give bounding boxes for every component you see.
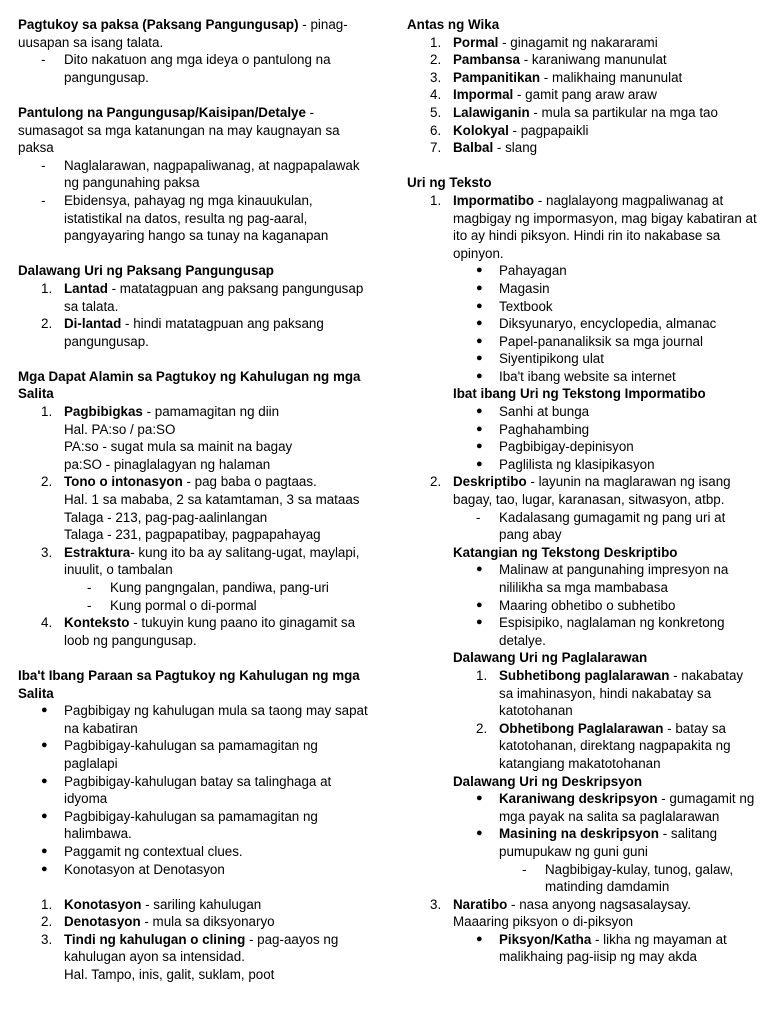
dash-item: - Naglalarawan, nagpapaliwanag, at nagpapalawak ng pangunahing paksa — [41, 157, 360, 191]
bullet-item: ● Diksyunaryo, encyclopedia, almanac — [476, 316, 717, 332]
dash-item: - Kadalasang gumagamit ng pang uri at pang abay — [476, 509, 726, 543]
left-column — [18, 16, 374, 1001]
numbered-item: 3. Tindi ng kahulugan o clining - pag-aayos ng kahulugan ayon sa intensidad. — [41, 931, 339, 965]
numbered-item: 3. Estraktura- kung ito ba ay salitang-ugat, maylapi, inuulit, o tambalan — [41, 544, 360, 578]
section-konotasyon — [18, 896, 374, 984]
bullet-item: ● Paggamit ng contextual clues. — [41, 843, 243, 859]
continuation-line: Maaaring piksyon o di-piksyon — [453, 914, 634, 930]
dash-item: - Kung pormal o di-pormal — [87, 597, 257, 613]
numbered-item: 1. Lantad - matatagpuan ang paksang pangungusap sa talata. — [41, 280, 364, 314]
numbered-item: 2. Di-lantad - hindi matatagpuan ang paksang pangungusap. — [41, 316, 324, 349]
bullet-item: ● Pahayagan — [476, 263, 567, 279]
dash-item: - Ebidensya, pahayag ng mga kinauukulan, istatistikal na datos, resulta ng pag-aaral, pangyayaring hango sa tunay na kaganapan — [41, 192, 329, 244]
numbered-item: 1. Impormatibo - naglalayong magpaliwanag at magbigay ng impormasyon, mag bigay kabatiran at ito ay hindi piksyon. Hindi rin ito nakabase sa opinyon. — [430, 192, 757, 261]
sub-heading: Dalawang Uri ng Paglalarawan — [453, 650, 648, 666]
bullet-item: ● Paglilista ng klasipikasyon — [476, 456, 655, 472]
example-line: Hal. 1 sa mababa, 2 sa katamtaman, 3 sa mataas — [64, 492, 360, 508]
bullet-item: ● Pagbibigay ng kahulugan mula sa taong may sapat na kabatiran — [41, 703, 368, 736]
section-pagtukoy-paksa — [18, 16, 374, 86]
numbered-item: 2. Deskriptibo - layunin na maglarawan ng isang bagay, tao, lugar, karanasan, sitwasyon, atbp. — [430, 474, 731, 508]
bullet-item: ● Pagbibigay-kahulugan batay sa talinghaga at idyoma — [41, 773, 332, 807]
dash-item: - Kung pangngalan, pandiwa, pang-uri — [87, 580, 329, 595]
numbered-item: 2. Pambansa - karaniwang manunulat — [430, 52, 667, 68]
section-pantulong — [18, 104, 374, 245]
section-ibat-ibang-paraan — [18, 667, 374, 878]
bullet-item: ● Konotasyon at Denotasyon — [41, 861, 225, 877]
bullet-item: ● Maaring obhetibo o subhetibo — [476, 597, 676, 613]
bullet-item: ● Karaniwang deskripsyon - gumagamit ng mga payak na salita sa paglalarawan — [476, 791, 755, 824]
section-heading: Uri ng Teksto — [407, 175, 492, 191]
bullet-item: ● Piksyon/Katha - likha ng mayaman at malikhaing pag-iisip ng may akda — [476, 931, 727, 965]
numbered-item: 4. Konteksto - tukuyin kung paano ito ginagamit sa loob ng pangungusap. — [41, 615, 356, 648]
bullet-item: ● Siyentipikong ulat — [476, 351, 604, 367]
numbered-item: 7. Balbal - slang — [430, 140, 538, 156]
bullet-item: ● Pagbibigay-kahulugan sa pamamagitan ng paglalapi — [41, 738, 318, 771]
bullet-item: ● Sanhi at bunga — [476, 404, 590, 420]
numbered-item: 2. Tono o intonasyon - pag baba o pagtaas. — [41, 474, 317, 490]
numbered-item: 1. Pormal - ginagamit ng nakararami — [430, 34, 658, 50]
paragraph: Pantulong na Pangungusap/Kaisipan/Detalye - sumasagot sa mga katanungan na may kaugnayan sa paksa — [18, 104, 340, 156]
numbered-item: 1. Subhetibong paglalarawan - nakabatay sa imahinasyon, hindi nakabatay sa katotohanan — [476, 667, 744, 719]
numbered-item: 6. Kolokyal - pagpapaikli — [430, 122, 589, 138]
numbered-item: 1. Konotasyon - sariling kahulugan — [41, 896, 262, 912]
sub-heading: Dalawang Uri ng Deskripsyon — [453, 773, 643, 789]
numbered-item: 2. Denotasyon - mula sa diksyonaryo — [41, 914, 275, 930]
numbered-item: 3. Pampanitikan - malikhaing manunulat — [430, 69, 683, 85]
bullet-item: ● Espisipiko, naglalaman ng konkretong detalye. — [476, 615, 725, 648]
section-heading: Pagtukoy sa paksa (Paksang Pangungusap) — [18, 17, 299, 32]
sub-heading: Katangian ng Tekstong Deskriptibo — [453, 544, 678, 560]
section-heading: Antas ng Wika — [407, 17, 500, 32]
sub-heading: Ibat ibang Uri ng Tekstong Impormatibo — [453, 386, 706, 402]
section-dalawang-uri-paksang — [18, 262, 374, 350]
dash-item: - Nagbibigay-kulay, tunog, galaw, matinding damdamin — [522, 861, 734, 895]
section-antas-ng-wika — [407, 16, 757, 157]
bullet-item: ● Textbook — [476, 298, 553, 314]
numbered-item: 1. Pagbibigkas - pamamagitan ng diin — [41, 404, 280, 420]
numbered-item: 2. Obhetibong Paglalarawan - batay sa katotohanan, direktang nagpapakita ng katangiang makatotohanan — [476, 720, 731, 771]
section-heading: Iba't Ibang Paraan sa Pagtukoy ng Kahulugan ng mga Salita — [18, 667, 360, 701]
bullet-item: ● Pagbibigay-depinisyon — [476, 439, 634, 455]
bullet-item: ● Papel-pananaliksik sa mga journal — [476, 333, 703, 349]
example-line: pa:SO - pinaglalagyan ng halaman — [64, 456, 271, 472]
right-column — [407, 16, 757, 966]
example-line: Hal. Tampo, inis, galit, suklam, poot — [64, 967, 275, 983]
section-heading: Pantulong na Pangungusap/Kaisipan/Detalye — [18, 104, 306, 120]
bullet-item: ● Malinaw at pangunahing impresyon na nililikha sa mga mambabasa — [476, 562, 729, 595]
bullet-item: ● Iba't ibang website sa internet — [476, 368, 676, 384]
numbered-item: 5. Lalawiganin - mula sa partikular na mga tao — [430, 104, 718, 120]
example-line: Talaga - 213, pag-pag-aalinlangan — [64, 509, 268, 525]
bullet-item: ● Pagbibigay-kahulugan sa pamamagitan ng halimbawa. — [41, 808, 318, 842]
example-line: PA:so - sugat mula sa mainit na bagay — [64, 439, 293, 455]
section-heading: Mga Dapat Alamin sa Pagtukoy ng Kahulugan ng mga Salita — [18, 368, 361, 402]
bullet-item: ● Masining na deskripsyon - salitang pumupukaw ng guni guni — [476, 826, 718, 859]
numbered-item: 4. Impormal - gamit pang araw araw — [430, 87, 657, 103]
section-dapat-alamin — [18, 368, 374, 650]
bullet-item: ● Magasin — [476, 280, 550, 296]
example-line: Hal. PA:so / pa:SO — [64, 421, 176, 437]
section-heading: Dalawang Uri ng Paksang Pangungusap — [18, 263, 274, 279]
bullet-item: ● Paghahambing — [476, 421, 590, 437]
example-line: Talaga - 231, pagpapatibay, pagpapahayag — [64, 527, 321, 543]
section-uri-ng-teksto — [407, 174, 757, 966]
dash-item: - Dito nakatuon ang mga ideya o pantulong na pangungusap. — [41, 52, 331, 85]
paragraph: Pagtukoy sa paksa (Paksang Pangungusap) - pinag-uusapan sa isang talata. — [18, 17, 348, 50]
numbered-item: 3. Naratibo - nasa anyong nagsasalaysay. — [430, 896, 691, 912]
